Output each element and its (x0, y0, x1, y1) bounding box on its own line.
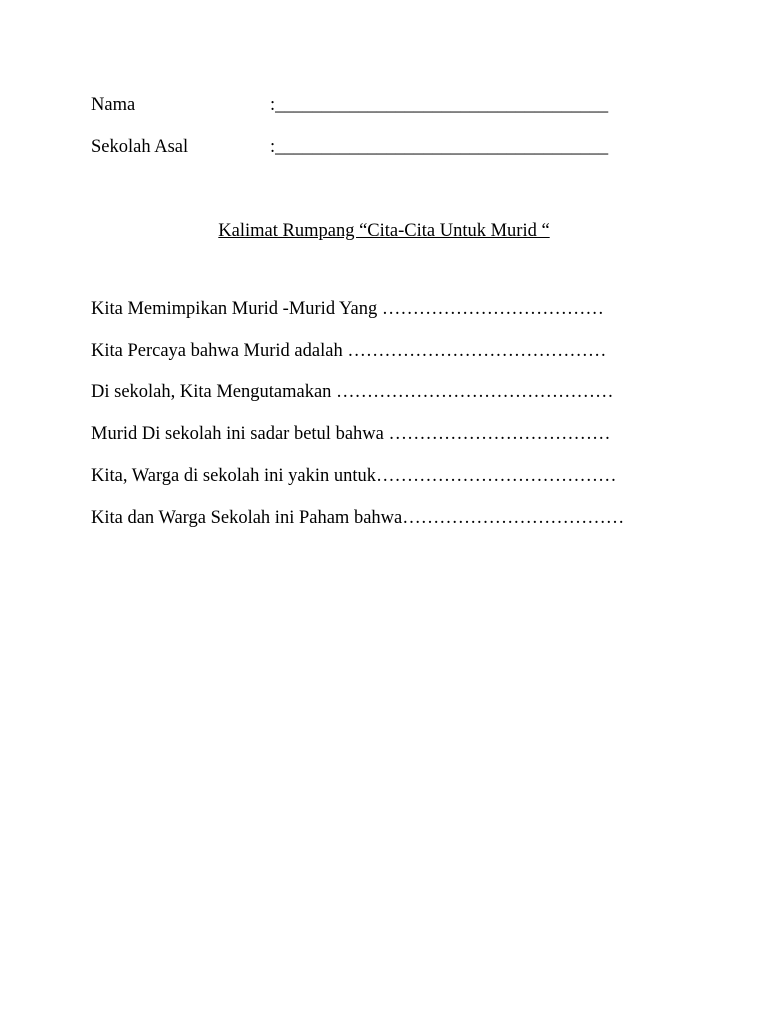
sekolah-asal-blank: :____________________________________ (270, 137, 609, 157)
sentence-1: Kita Memimpikan Murid -Murid Yang ……………………………… (91, 299, 604, 319)
worksheet-title: Kalimat Rumpang “Cita-Cita Untuk Murid “ (218, 221, 550, 241)
sentence-6: Kita dan Warga Sekolah ini Paham bahwa……………………………… (91, 508, 625, 528)
sentence-3: Di sekolah, Kita Mengutamakan ……………………………………… (91, 382, 614, 402)
nama-label: Nama (91, 95, 136, 115)
sentence-5: Kita, Warga di sekolah ini yakin untuk………………………………… (91, 466, 617, 486)
sentence-4: Murid Di sekolah ini sadar betul bahwa ……………………………… (91, 424, 611, 444)
sekolah-asal-label: Sekolah Asal (91, 137, 189, 157)
sentence-2: Kita Percaya bahwa Murid adalah …………………………………… (91, 341, 607, 361)
nama-blank: :____________________________________ (270, 95, 609, 115)
